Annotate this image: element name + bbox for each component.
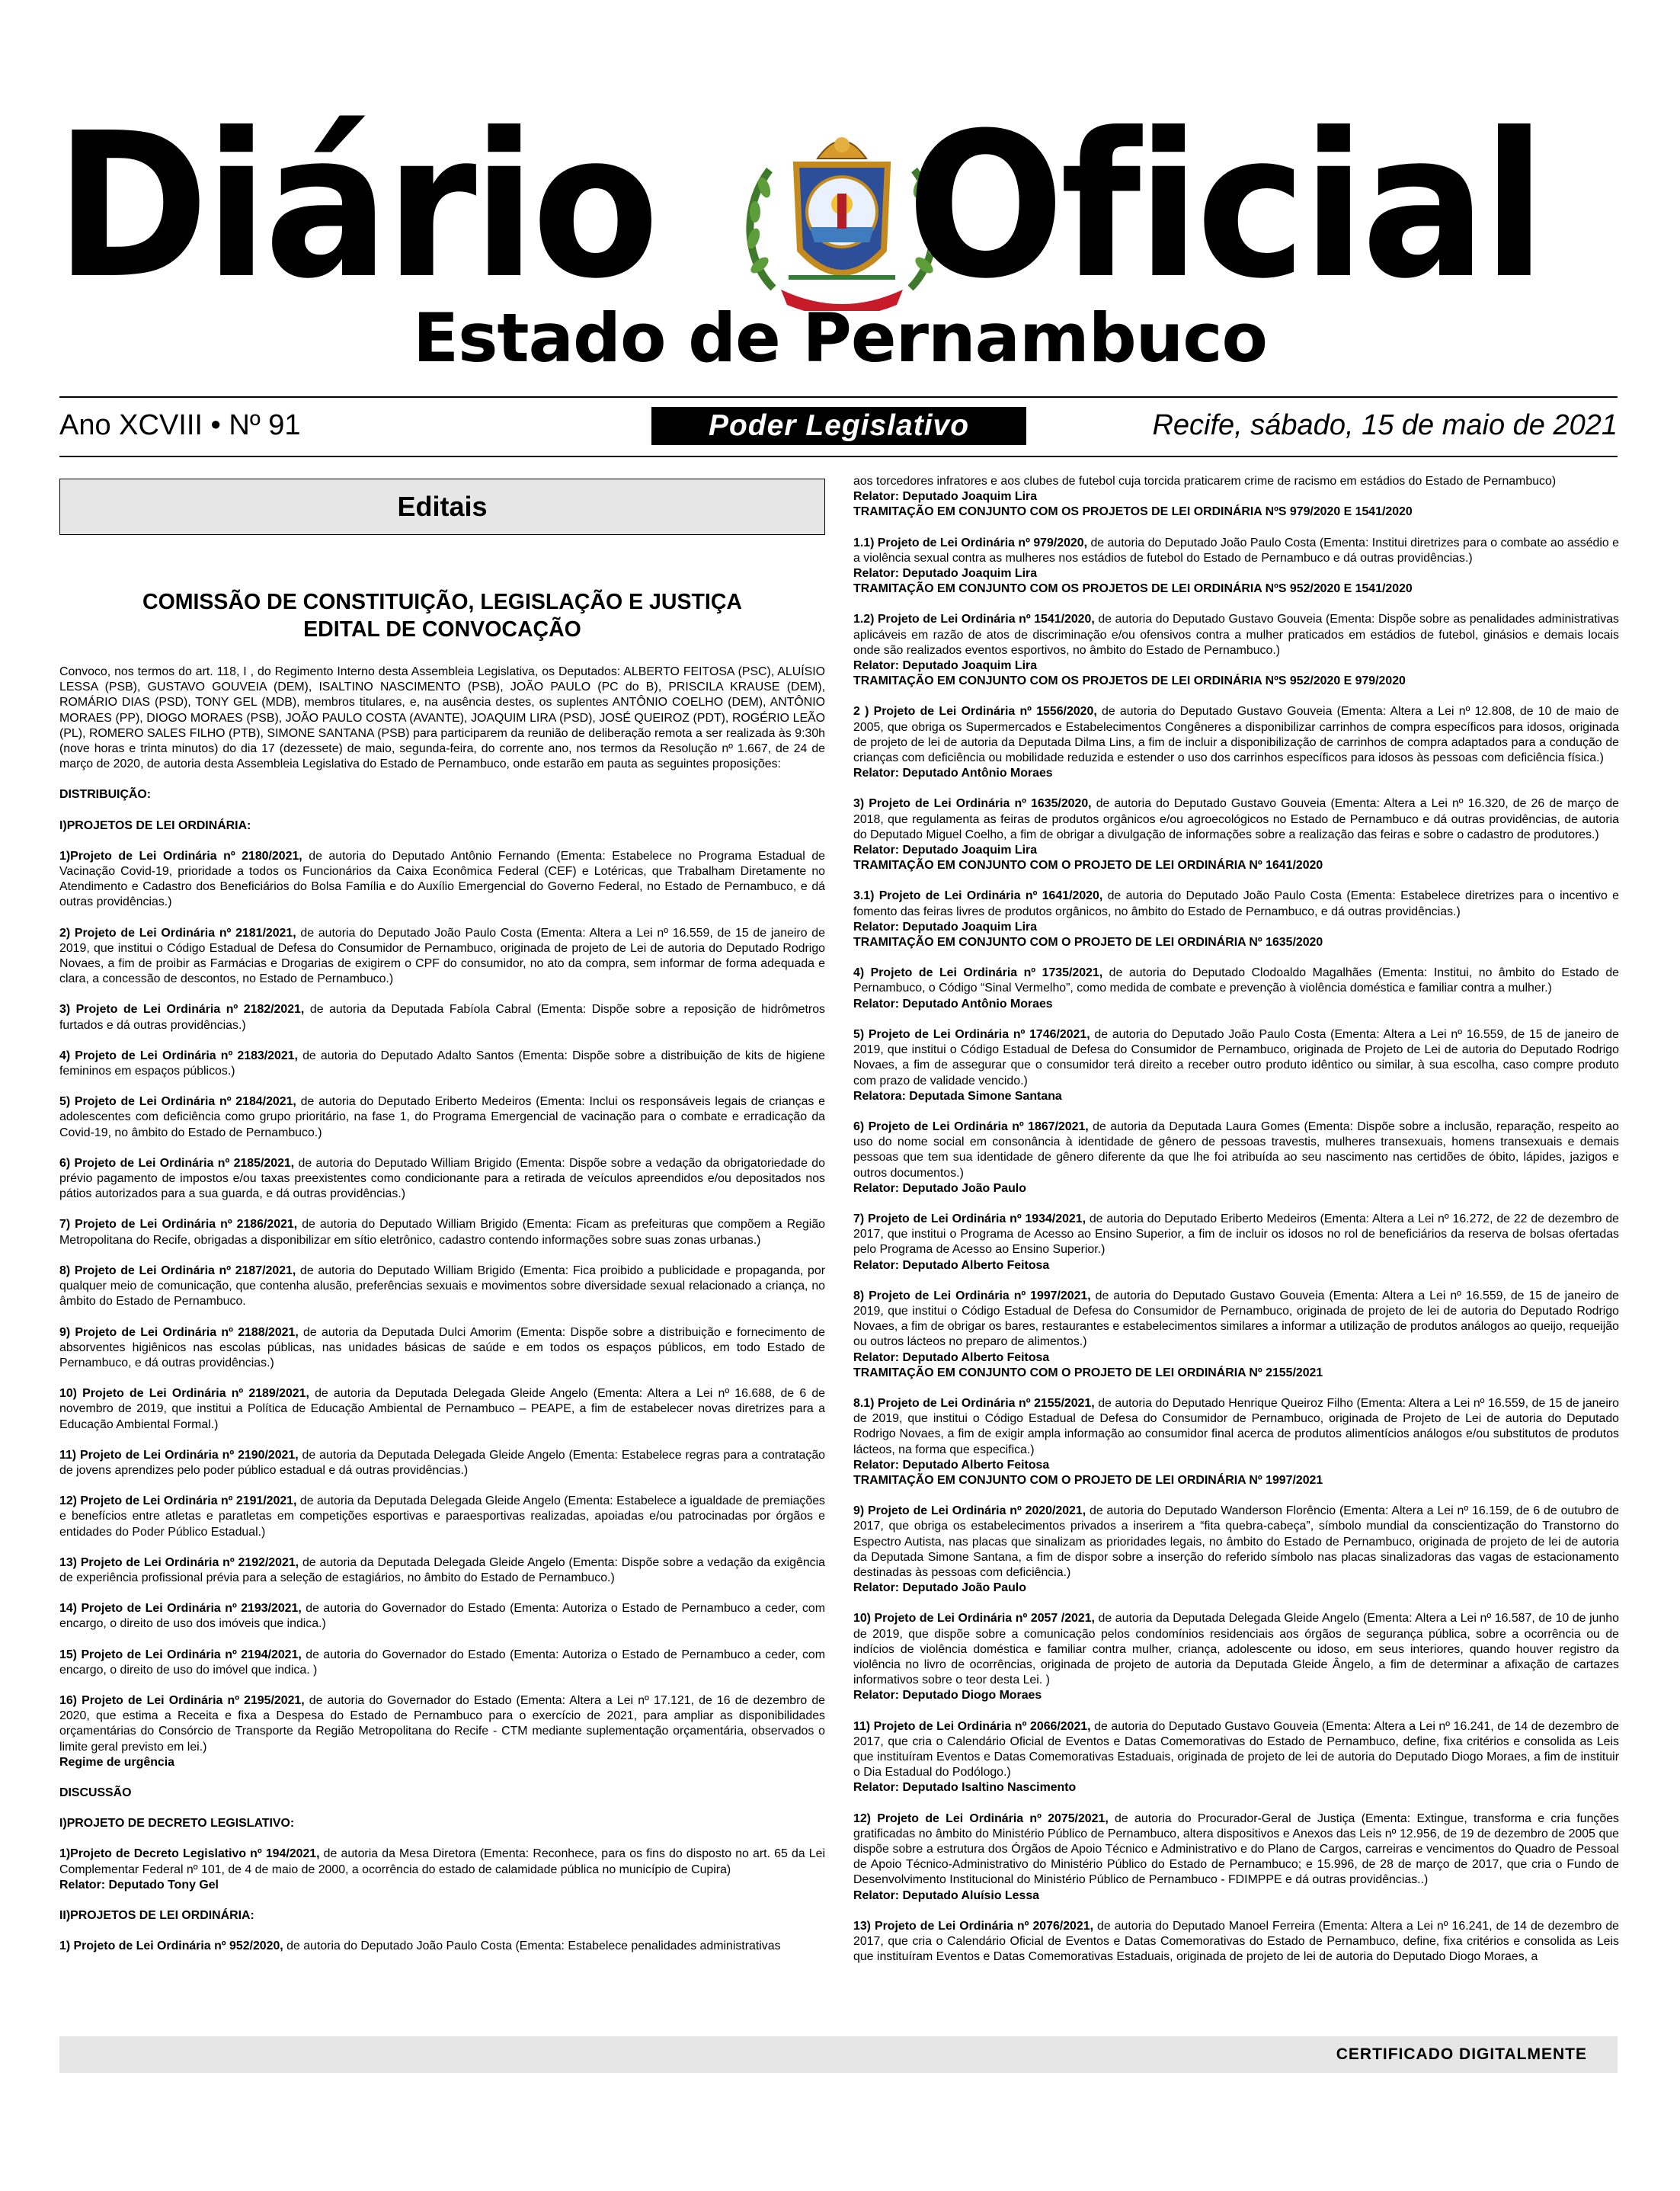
bill-title: 12) Projeto de Lei Ordinária nº 2191/2021, bbox=[59, 1494, 297, 1508]
bill-rapporteur: Relator: Deputado Joaquim Lira bbox=[853, 567, 1038, 581]
bill-item bbox=[59, 1049, 825, 1079]
bill-joint-processing: TRAMITAÇÃO EM CONJUNTO COM OS PROJETOS DE LEI ORDINÁRIA NºS 952/2020 E 979/2020 bbox=[853, 674, 1406, 688]
bill-text: de autoria da Deputada Dulci Amorim (Ementa: Dispõe sobre a distribuição e fornecimento de absorventes higiênicos nas escolas públicas, nas unidades básicas de saúde e em todos os espaços públicos, em todo Estado de Pernambuco, e dá outras providências.) bbox=[59, 1325, 825, 1369]
digital-certification: CERTIFICADO DIGITALMENTE bbox=[1336, 2045, 1587, 2063]
bill-text: de autoria do Deputado William Brigido (Ementa: Fica proibido a publicidade e propaganda, por qualquer meio de comunicação, que contenha alusão, preferências sexuais e movimentos sobre diversidade sexual relacionado a criança, no âmbito do Estado de Pernambuco. bbox=[59, 1264, 825, 1309]
last-bill-title: 1) Projeto de Lei Ordinária nº 952/2020, bbox=[59, 1940, 283, 1953]
bill-text: de autoria da Deputada Delegada Gleide Angelo (Ementa: Estabelece a igualdade de premiações e benefícios entre atletas e paratletas em competições esportivas e paraesportivas realizadas, apoiadas e/ou patrocinadas por órgãos e entidades do Poder Público Estadual.) bbox=[59, 1494, 825, 1539]
bill-text: de autoria do Deputado João Paulo Costa (Ementa: Estabelece diretrizes para o incentivo e fomento das feiras livres de produtos orgânicos, no âmbito do Estado de Pernambuco, e dá outras providências.) bbox=[853, 889, 1620, 918]
bill-text: de autoria do Governador do Estado (Ementa: Autoriza o Estado de Pernambuco a ceder, com encargo, o direito de uso do imóvel que indica. ) bbox=[59, 1648, 825, 1677]
bill-rapporteur: Relator: Deputado Alberto Feitosa bbox=[853, 1258, 1050, 1272]
bill-rapporteur: Relator: Deputado Joaquim Lira bbox=[853, 659, 1038, 673]
bill-item bbox=[853, 1919, 1619, 1965]
bill-text: de autoria do Deputado João Paulo Costa (Ementa: Altera a Lei nº 16.559, de 15 de janeiro de 2019, que institui o Código Estadual de Defesa do Consumidor de Pernambuco, originada de Projeto de Lei de autoria do Deputado Rodrigo Novaes, a fim de assegurar que o consumidor terá direito a receber outro produto idêntico ou similar, à sua escolha, caso compre produto com prazo de validade vencido.) bbox=[853, 1027, 1619, 1087]
bill-rapporteur: Relator: Deputado Isaltino Nascimento bbox=[853, 1781, 1077, 1795]
last-bill-item bbox=[59, 1939, 825, 1954]
bill-item bbox=[59, 1494, 825, 1540]
bill-item bbox=[853, 536, 1619, 597]
bill-item bbox=[59, 1264, 825, 1310]
left-bill-list bbox=[59, 849, 825, 1770]
bill-item bbox=[853, 1027, 1619, 1104]
bill-text: de autoria do Deputado Clodoaldo Magalhães (Ementa: Institui, no âmbito do Estado de Pernambuco, o Código “Sinal Vermelho”, como medida de combate e prevenção à violência doméstica e familiar contra a mulher.) bbox=[853, 966, 1619, 995]
bill-title: 2) Projeto de Lei Ordinária nº 2181/2021, bbox=[59, 926, 296, 940]
bill-title: 15) Projeto de Lei Ordinária nº 2194/2021, bbox=[59, 1648, 302, 1661]
bill-text: de autoria do Procurador-Geral de Justiça (Ementa: Extingue, transforma e cria funções gratificadas no âmbito do Ministério Público de Pernambuco, altera dispositivos e Anexos das Leis nº 12.956, de 19 de dezembro de 2005 que dispõe sobre a estrutura dos Órgãos de Apoio Técnico e Administrativo e do Plano de Cargos, carreiras e vencimentos do Quadro de Pessoal de Apoio Técnico-Administrativo do Ministério Público do Estado de Pernambuco; e 15.996, de 28 de março de 2017, que cria o Fundo de Desenvolvimento Institucional do Ministério Público de Pernambuco - FDIMPPE e dá outras providências..) bbox=[853, 1811, 1619, 1887]
bill-rapporteur: Relator: Deputado Aluísio Lessa bbox=[853, 1888, 1039, 1902]
bill-item bbox=[853, 612, 1619, 689]
bill-item bbox=[59, 1448, 825, 1478]
bill-text: de autoria do Deputado Wanderson Florêncio (Ementa: Altera a Lei nº 16.159, de 6 de outubro de 2017, que obriga os estabelecimentos privados a inserirem a “fita quebra-cabeça”, símbolo mundial da conscientização do Transtorno do Espectro Autista, nas placas que sinalizam as prioridades legais, no âmbito do Estado de Pernambuco, originada de projeto de lei de autoria da Deputada Simone Santana, a fim de dispor sobre a inserção do referido símbolo nas placas sinalizadoras das vagas de estacionamento destinadas às pessoas com deficiência.) bbox=[853, 1504, 1620, 1579]
bill-text: de autoria do Deputado William Brigido (Ementa: Dispõe sobre a vedação da obrigatoriedade do prévio pagamento de impostos e/ou taxas preexistentes como condicionante para a retirada de veículos apreendidos e/ou depositados nos pátios autorizados para a sua guarda, e dá outras providências.) bbox=[59, 1156, 825, 1201]
bill-joint-processing: TRAMITAÇÃO EM CONJUNTO COM O PROJETO DE LEI ORDINÁRIA Nº 1635/2020 bbox=[853, 936, 1323, 950]
section-label: Editais bbox=[59, 479, 825, 535]
bill-title: 13) Projeto de Lei Ordinária nº 2076/2021, bbox=[853, 1919, 1093, 1933]
bill-title: 9) Projeto de Lei Ordinária nº 2188/2021, bbox=[59, 1325, 299, 1339]
bill-rapporteur: Relatora: Deputada Simone Santana bbox=[853, 1089, 1062, 1103]
decree-item bbox=[59, 1847, 825, 1893]
left-column bbox=[59, 479, 825, 1969]
heading-bills: I)PROJETOS DE LEI ORDINÁRIA: bbox=[59, 818, 251, 832]
bill-title: 1.1) Projeto de Lei Ordinária nº 979/2020, bbox=[853, 536, 1088, 549]
bill-item bbox=[853, 1396, 1619, 1488]
bill-item bbox=[853, 1611, 1619, 1703]
masthead bbox=[0, 0, 1680, 472]
bill-title: 7) Projeto de Lei Ordinária nº 2186/2021, bbox=[59, 1218, 298, 1232]
masthead-title-right: Oficial bbox=[907, 90, 1542, 322]
bill-text: de autoria do Deputado Gustavo Gouveia (Ementa: Altera a Lei nº 12.808, de 10 de maio de 2005, que obriga os Supermercados e Estabelecimentos Congêneres a disponibilizar carrinhos de compra específicos para idosos, originada de projeto de lei de autoria da Deputada Dilma Lins, a fim de incluir a disponibilização de carrinhos de compra adaptados para a condução de crianças com deficiência ou mobilidade reduzida e estender o uso dos carrinhos específicos para idosos às pessoas com deficiência física.) bbox=[853, 705, 1619, 765]
bill-text: de autoria do Deputado Henrique Queiroz Filho (Ementa: Altera a Lei nº 16.559, de 15 de janeiro de 2019, que institui o Código Estadual de Defesa do Consumidor de Pernambuco, originada de Projeto de Lei de autoria do Deputado Rodrigo Novaes, a fim de exigir ampla informação ao consumidor final acerca de produtos alimentícios análogos e/ou substitutos de produtos lácteos, na forma que especifica.) bbox=[853, 1396, 1619, 1456]
bill-title: 8) Projeto de Lei Ordinária nº 2187/2021, bbox=[59, 1264, 296, 1277]
bill-title: 6) Projeto de Lei Ordinária nº 1867/2021, bbox=[853, 1120, 1089, 1133]
bill-title: 4) Projeto de Lei Ordinária nº 2183/2021, bbox=[59, 1049, 298, 1062]
bill-text: de autoria do Governador do Estado (Ementa: Autoriza o Estado de Pernambuco a ceder, com encargo, o direito de uso dos imóveis que indica.) bbox=[59, 1602, 825, 1631]
bill-title: 10) Projeto de Lei Ordinária nº 2189/2021, bbox=[59, 1387, 309, 1401]
bill-joint-processing: TRAMITAÇÃO EM CONJUNTO COM OS PROJETOS DE LEI ORDINÁRIA NºS 952/2020 E 1541/2020 bbox=[853, 582, 1413, 596]
bill-rapporteur: Relator: Deputado Diogo Moraes bbox=[853, 1689, 1042, 1703]
bill-text: de autoria da Deputada Delegada Gleide Angelo (Ementa: Dispõe sobre a vedação da exigência de experiência profissional prévia para a seleção de estagiários, no âmbito do Estado de Pernambuco.) bbox=[59, 1555, 825, 1584]
bill-title: 3) Projeto de Lei Ordinária nº 2182/2021, bbox=[59, 1003, 305, 1017]
bill-text: de autoria do Deputado Eriberto Medeiros (Ementa: Inclui os responsáveis legais de crianças e adolescentes com deficiência como grupo prioritário, na fase 1, do Programa Emergencial de vacinação para o combate e erradicação da Covid-19, no âmbito do Estado de Pernambuco.) bbox=[59, 1095, 825, 1139]
bill-item bbox=[59, 1002, 825, 1033]
convocation-intro: Convoco, nos termos do art. 118, I , do Regimento Interno desta Assembleia Legislativa, os Deputados: ALBERTO FEITOSA (PSC), ALUÍSIO LESSA (PSB), GUSTAVO GOUVEIA (DEM), ISALTINO NASCIMENTO (PSB), JOÃO PAULO (PC do B), PRISCILA KRAUSE (DEM), ROMÁRIO DIAS (PSD), TONY GEL (MDB), membros titulares, e, na ausência destes, os suplentes ANTÔNIO COELHO (DEM), ANTÔNIO MORAES (PP), DIOGO MORAES (PSB), JOÃO PAULO COSTA (AVANTE), JOAQUIM LIRA (PSD), JOSÉ QUEIROZ (PDT), ROGÉRIO LEÃO (PL), ROMERO SALES FILHO (PTB), SIMONE SANTANA (PSB) para participarem da reunião de deliberação remota a ser realizada às 9:30h (nove horas e trinta minutos) do dia 17 (dezessete) de maio, segunda-feira, do corrente ano, nos termos da Resolução nº 1.667, de 24 de março de 2020, de autoria desta Assembleia Legislativa do Estado de Pernambuco, onde estarão em pauta as seguintes proposições: bbox=[59, 665, 825, 771]
bill-title: 8.1) Projeto de Lei Ordinária nº 2155/2021, bbox=[853, 1396, 1095, 1410]
header-rule-bottom bbox=[59, 456, 1618, 457]
bill-title: 6) Projeto de Lei Ordinária nº 2185/2021, bbox=[59, 1156, 295, 1170]
bill-item bbox=[853, 1504, 1619, 1596]
bill-text: de autoria do Deputado Gustavo Gouveia (Ementa: Altera a Lei nº 16.320, de 26 de março de 2018, que regulamenta as feiras de produtos orgânicos e/ou agroecológicos no Estado de Pernambuco e dá outras providências, de autoria do Deputado Miguel Coelho, a fim de obrigar a divulgação de informações sobre a realização das feiras e sobre o cadastro de produtores.) bbox=[853, 797, 1619, 841]
bill-text: de autoria do Deputado Manoel Ferreira (Ementa: Altera a Lei nº 16.241, de 14 de dezembro de 2017, que cria o Calendário Oficial de Eventos e Datas Comemorativas do Estado de Pernambuco, define, fixa critérios e consolida as Leis que instituíram Eventos e Datas Comemorativas Estaduais, originada de projeto de lei de autoria do Deputado Diogo Moraes, a bbox=[853, 1919, 1619, 1964]
bill-title: 1.2) Projeto de Lei Ordinária nº 1541/2020, bbox=[853, 613, 1095, 626]
bill-title: 5) Projeto de Lei Ordinária nº 2184/2021, bbox=[59, 1095, 296, 1109]
bill-text: de autoria do Deputado Eriberto Medeiros (Ementa: Altera a Lei nº 16.272, de 22 de dezembro de 2017, que institui o Programa de Acesso ao Ensino Superior, a fim de incluir os idosos no rol de beneficiários da reserva de bolsas ofertadas pelo Programa de Acesso ao Ensino Superior.) bbox=[853, 1212, 1619, 1257]
bill-title: 7) Projeto de Lei Ordinária nº 1934/2021, bbox=[853, 1212, 1086, 1225]
bill-joint-processing: TRAMITAÇÃO EM CONJUNTO COM O PROJETO DE LEI ORDINÁRIA Nº 2155/2021 bbox=[853, 1366, 1323, 1379]
decree-item-rapporteur: Relator: Deputado Tony Gel bbox=[59, 1878, 219, 1891]
bill-rapporteur: Relator: Deputado Joaquim Lira bbox=[853, 920, 1038, 934]
bill-rapporteur: Relator: Deputado João Paulo bbox=[853, 1181, 1026, 1195]
bill-item bbox=[59, 1693, 825, 1770]
bill-item bbox=[59, 926, 825, 988]
footer-bar bbox=[59, 2036, 1618, 2073]
bill-item bbox=[853, 796, 1619, 873]
bill-regime: Regime de urgência bbox=[59, 1755, 175, 1769]
bill-text: de autoria da Deputada Fabíola Cabral (Ementa: Dispõe sobre a reposição de hidrômetros furtados e dá outras providências.) bbox=[59, 1003, 825, 1032]
bill-rapporteur: Relator: Deputado João Paulo bbox=[853, 1581, 1026, 1595]
masthead-title-left: Diário bbox=[55, 90, 655, 322]
commission-title bbox=[59, 588, 825, 643]
commission-title-line1: COMISSÃO DE CONSTITUIÇÃO, LEGISLAÇÃO E JUSTIÇA bbox=[142, 590, 742, 614]
bill-joint-processing: TRAMITAÇÃO EM CONJUNTO COM O PROJETO DE LEI ORDINÁRIA Nº 1641/2020 bbox=[853, 859, 1323, 873]
heading-distribution: DISTRIBUIÇÃO: bbox=[59, 788, 152, 802]
bill-text: de autoria do Deputado William Brigido (Ementa: Ficam as prefeituras que compõem a Região Metropolitana do Recife, obrigadas a disponibilizar em sítio eletrônico, cadastro contendo informações sobre suas zonas urbanas.) bbox=[59, 1218, 825, 1247]
bill-item bbox=[853, 966, 1619, 1012]
header-rule-top bbox=[59, 396, 1618, 398]
bill-title: 1)Projeto de Lei Ordinária nº 2180/2021, bbox=[59, 849, 302, 863]
bill-text: de autoria do Deputado Gustavo Gouveia (Ementa: Altera a Lei nº 16.559, de 15 de janeiro de 2019, que institui o Código Estadual de Defesa do Consumidor de Pernambuco, originada de projeto de lei de autoria do Deputado Rodrigo Novaes, a fim de obrigar os bares, restaurantes e estabelecimentos similares a informar a utilização de produtos análogos ao queijo, requeijão ou outros lácteos no preparo de alimentos.) bbox=[853, 1289, 1619, 1349]
bill-rapporteur: Relator: Deputado Joaquim Lira bbox=[853, 844, 1038, 857]
bill-text: de autoria da Deputada Delegada Gleide Angelo (Ementa: Altera a Lei nº 16.587, de 10 de junho de 2019, que dispõe sobre a comunicação pelos condomínios residenciais aos órgãos de segurança pública, sobre a ocorrência ou de indícios de violência doméstica e familiar contra mulher, criança, adolescente ou idoso, em seus interiores, quando houver registro da violência no livro de ocorrências, originada de projeto de autoria da Deputada Gleide Ângelo, a fim de determinar a afixação de cartazes informativos sobre o teor desta Lei. ) bbox=[853, 1612, 1619, 1687]
bill-item bbox=[59, 1386, 825, 1433]
decree-item-title: 1)Projeto de Decreto Legislativo nº 194/2021, bbox=[59, 1847, 320, 1861]
dateline: Recife, sábado, 15 de maio de 2021 bbox=[1152, 409, 1618, 441]
bill-rapporteur: Relator: Deputado Antônio Moraes bbox=[853, 997, 1053, 1011]
bill-joint-processing: TRAMITAÇÃO EM CONJUNTO COM OS PROJETOS DE LEI ORDINÁRIA NºS 979/2020 E 1541/2020 bbox=[853, 505, 1413, 519]
bill-text: de autoria do Deputado Adalto Santos (Ementa: Dispõe sobre a distribuição de kits de higiene femininos em espaços públicos.) bbox=[59, 1049, 825, 1078]
right-bill-list bbox=[853, 474, 1619, 1965]
bill-title: 8) Projeto de Lei Ordinária nº 1997/2021, bbox=[853, 1289, 1091, 1302]
bill-text: de autoria do Governador do Estado (Ementa: Altera a Lei nº 17.121, de 16 de dezembro de 2020, que estima a Receita e fixa a Despesa do Estado de Pernambuco para o exercício de 2021, para ampliar as disponibilidades orçamentárias do Consórcio de Transporte da Região Metropolitana do Recife - CTM mediante suplementação orçamentária, observados o limite geral previsto em lei.) bbox=[59, 1693, 825, 1754]
heading-discussion: DISCUSSÃO bbox=[59, 1786, 132, 1799]
bill-text: de autoria do Deputado João Paulo Costa (Ementa: Altera a Lei nº 16.559, de 15 de janeiro de 2019, que institui o Código Estadual de Defesa do Consumidor de Pernambuco, originada de projeto de Lei de autoria do Deputado Rodrigo Novaes, a fim de proibir as Farmácias e Drogarias de exigirem o CPF do consumidor, no ato da compra, sem informar de forma adequada e clara, a concessão de descontos, no Estado de Pernambuco.) bbox=[59, 926, 825, 986]
bill-item bbox=[59, 1217, 825, 1248]
bill-item bbox=[59, 1156, 825, 1203]
bill-item bbox=[59, 1555, 825, 1586]
bill-rapporteur: Relator: Deputado Alberto Feitosa bbox=[853, 1350, 1050, 1364]
power-label: Poder Legislativo bbox=[651, 407, 1026, 445]
bill-item bbox=[853, 1120, 1619, 1196]
bill-item bbox=[853, 1811, 1619, 1904]
bill-rapporteur: Relator: Deputado Joaquim Lira bbox=[853, 490, 1038, 504]
bill-text: de autoria do Deputado João Paulo Costa (Ementa: Institui diretrizes para o combate ao assédio e a violência sexual contra as mulheres nos estádios de futebol do Estado de Pernambuco e dá outras providências.) bbox=[853, 536, 1620, 565]
bill-text: de autoria do Deputado Gustavo Gouveia (Ementa: Dispõe sobre as penalidades administrativas aplicáveis em razão de atos de discriminação e/ou ofensivos contra a mulher praticados em estádios de futebol, ginásios e demais locais onde são realizados eventos esportivos, no âmbito do Estado de Pernambuco.) bbox=[853, 613, 1619, 657]
bill-title: 9) Projeto de Lei Ordinária nº 2020/2021, bbox=[853, 1504, 1086, 1518]
bill-title: 5) Projeto de Lei Ordinária nº 1746/2021, bbox=[853, 1027, 1090, 1041]
masthead-subtitle: Estado de Pernambuco bbox=[413, 299, 1267, 377]
commission-title-line2: EDITAL DE CONVOCAÇÃO bbox=[303, 617, 581, 642]
bill-title: 4) Projeto de Lei Ordinária nº 1735/2021, bbox=[853, 966, 1103, 980]
bill-rapporteur: Relator: Deputado Antônio Moraes bbox=[853, 767, 1053, 780]
bill-item bbox=[853, 1289, 1619, 1381]
bill-rapporteur: Relator: Deputado Alberto Feitosa bbox=[853, 1458, 1050, 1472]
bill-title: 12) Projeto de Lei Ordinária nº 2075/2021, bbox=[853, 1811, 1109, 1825]
bill-item bbox=[853, 474, 1619, 521]
bill-item bbox=[59, 1094, 825, 1141]
bill-item bbox=[853, 1719, 1619, 1796]
bill-text: de autoria do Deputado Gustavo Gouveia (Ementa: Altera a Lei nº 16.241, de 14 de dezembro de 2017, que cria o Calendário Oficial de Eventos e Datas Comemorativas do Estado de Pernambuco, define, fixa critérios e consolida as Leis que instituíram Eventos e Datas Comemorativas Estaduais, originada de projeto de lei de autoria do Deputado Diogo Moraes, a fim de instituir o Dia Estadual do Podólogo.) bbox=[853, 1719, 1620, 1779]
bill-item bbox=[853, 889, 1619, 950]
bill-text: de autoria do Deputado Antônio Fernando (Ementa: Estabelece no Programa Estadual de Vacinação Covid-19, prioridade a todos os Funcionários da Caixa Econômica Federal (CEF) e Lotéricas, que Trabalham Diretamente no Atendimento e Cadastro dos Beneficiários do Bolsa Família e do Auxílio Emergencial do Governo Federal, no Estado de Pernambuco, e dá outras providências.) bbox=[59, 849, 825, 909]
bill-item bbox=[59, 1325, 825, 1372]
heading-bills-2: II)PROJETOS DE LEI ORDINÁRIA: bbox=[59, 1908, 254, 1922]
bill-title: 16) Projeto de Lei Ordinária nº 2195/2021, bbox=[59, 1693, 305, 1707]
bill-title: 3) Projeto de Lei Ordinária nº 1635/2020, bbox=[853, 797, 1092, 811]
bill-title: 11) Projeto de Lei Ordinária nº 2066/2021, bbox=[853, 1719, 1091, 1733]
bill-title: 11) Projeto de Lei Ordinária nº 2190/2021, bbox=[59, 1448, 299, 1462]
bill-item bbox=[853, 1212, 1619, 1273]
decree-item-text: de autoria da Mesa Diretora (Ementa: Reconhece, para os fins do disposto no art. 65 da Lei Complementar Federal nº 101, de 4 de maio de 2000, a ocorrência do estado de calamidade pública no município de Cupira) bbox=[59, 1847, 825, 1876]
bill-item bbox=[59, 1601, 825, 1632]
edition-number: Ano XCVIII • Nº 91 bbox=[59, 409, 301, 441]
bill-joint-processing: TRAMITAÇÃO EM CONJUNTO COM O PROJETO DE LEI ORDINÁRIA Nº 1997/2021 bbox=[853, 1473, 1323, 1487]
bill-text: aos torcedores infratores e aos clubes de futebol cuja torcida praticarem crime de racismo em estádios do Estado de Pernambuco) bbox=[853, 475, 1557, 488]
bill-text: de autoria da Deputada Delegada Gleide Angelo (Ementa: Altera a Lei nº 16.688, de 6 de novembro de 2019, que institui a Política de Educação Ambiental de Pernambuco – PEAPE, a fim de estabelecer novas diretrizes para a Educação Ambiental Formal.) bbox=[59, 1387, 825, 1431]
bill-title: 14) Projeto de Lei Ordinária nº 2193/2021, bbox=[59, 1602, 302, 1616]
right-column bbox=[853, 474, 1619, 1980]
bill-title: 13) Projeto de Lei Ordinária nº 2192/2021, bbox=[59, 1555, 299, 1569]
bill-item bbox=[853, 704, 1619, 781]
bill-title: 3.1) Projeto de Lei Ordinária nº 1641/2020, bbox=[853, 889, 1103, 903]
bill-title: 2 ) Projeto de Lei Ordinária nº 1556/2020, bbox=[853, 705, 1097, 719]
bill-text: de autoria da Deputada Delegada Gleide Angelo (Ementa: Estabelece regras para a contratação de jovens aprendizes pelo poder público estadual e dá outras providências.) bbox=[59, 1448, 825, 1477]
bill-item bbox=[59, 849, 825, 911]
bill-text: de autoria da Deputada Laura Gomes (Ementa: Dispõe sobre a inclusão, reparação, respeito ao uso do nome social em consonância à identidade de gênero de pessoas travestis, mulheres transexuais, homens transexuais e demais pessoas que tem sua identidade de gênero diferente da que lhe foi atribuída ao seu nascimento nas certidões de óbito, lápides, jazigos e outros documentos.) bbox=[853, 1120, 1619, 1180]
bill-title: 10) Projeto de Lei Ordinária nº 2057 /2021, bbox=[853, 1612, 1095, 1626]
heading-decree: I)PROJETO DE DECRETO LEGISLATIVO: bbox=[59, 1817, 295, 1831]
last-bill-text: de autoria do Deputado João Paulo Costa (Ementa: Estabelece penalidades administrativas bbox=[283, 1940, 781, 1953]
bill-item bbox=[59, 1648, 825, 1678]
